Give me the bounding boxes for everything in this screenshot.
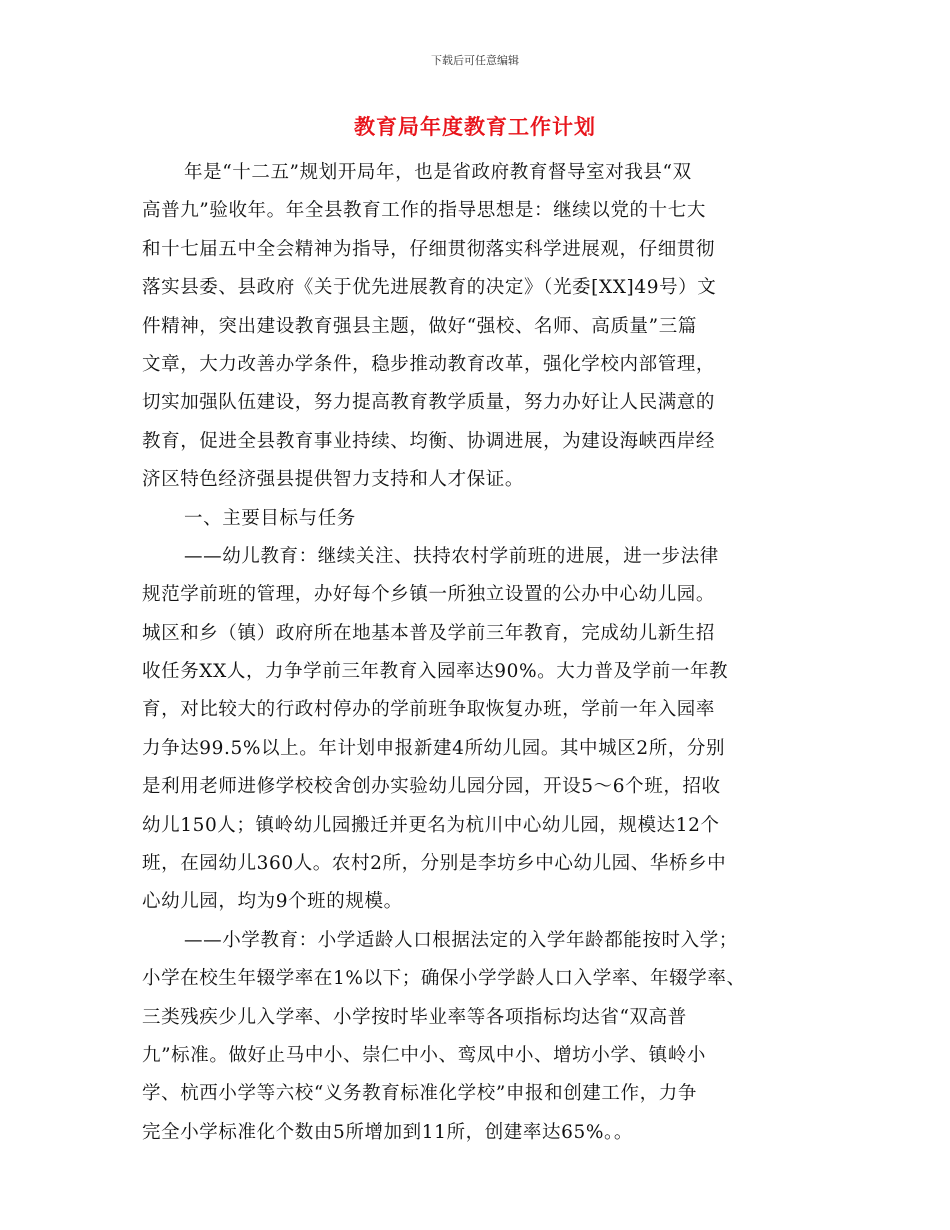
- paragraph-line: 力争达99.5%以上。年计划申报新建4所幼儿园。其中城区2所，分别: [142, 737, 726, 759]
- paragraph-line: 幼儿150人；镇岭幼儿园搬迁并更名为杭川中心幼儿园，规模达12个: [142, 814, 720, 836]
- document-body: [142, 154, 814, 1152]
- paragraph-line: 育，对比较大的行政村停办的学前班争取恢复办班，学前一年入园率: [142, 699, 716, 721]
- document-title: 教育局年度教育工作计划: [354, 115, 596, 139]
- paragraph-line: 年是“十二五”规划开局年，也是省政府教育督导室对我县“双: [184, 162, 692, 183]
- paragraph-line: 和十七届五中全会精神为指导，仔细贯彻落实科学进展观，仔细贯彻: [142, 238, 716, 260]
- paragraph-line: 落实县委、县政府《关于优先进展教育的决定》（光委[XX]49号）文: [142, 277, 717, 299]
- paragraph-line: 切实加强队伍建设，努力提高教育教学质量，努力办好让人民满意的: [142, 392, 716, 414]
- paragraph-line: 心幼儿园，均为9个班的规模。: [142, 891, 403, 913]
- paragraph-line: 教育，促进全县教育事业持续、均衡、协调进展，为建设海峡西岸经: [142, 430, 716, 452]
- paragraph-line: 九”标准。做好止马中小、崇仁中小、鸾凤中小、增坊小学、镇岭小: [142, 1044, 706, 1066]
- paragraph-line: 收任务XX人，力争学前三年教育入园率达90%。大力普及学前一年教: [142, 661, 729, 683]
- paragraph-line: 高普九”验收年。年全县教育工作的指导思想是：继续以党的十七大: [142, 200, 706, 222]
- paragraph-line: ——小学教育：小学适龄人口根据法定的入学年龄都能按时入学；: [184, 929, 738, 951]
- paragraph-line: 城区和乡（镇）政府所在地基本普及学前三年教育，完成幼儿新生招: [142, 622, 716, 644]
- section-heading: 一、主要目标与任务: [184, 507, 356, 529]
- page-header-note: 下载后可任意编辑: [431, 54, 519, 67]
- paragraph-line: 是利用老师进修学校校舍创办实验幼儿园分园，开设5～6个班，招收: [142, 776, 721, 798]
- paragraph-line: 三类残疾少儿入学率、小学按时毕业率等各项指标均达省“双高普: [142, 1006, 687, 1028]
- paragraph-line: 件精神，突出建设教育强县主题，做好“强校、名师、高质量”三篇: [142, 315, 697, 337]
- paragraph-line: 济区特色经济强县提供智力支持和人才保证。: [142, 469, 525, 491]
- paragraph-line: 小学在校生年辍学率在1%以下；确保小学学龄人口入学率、年辍学率、: [142, 968, 746, 990]
- paragraph-line: ——幼儿教育：继续关注、扶持农村学前班的进展，进一步法律: [184, 545, 719, 567]
- paragraph-line: 完全小学标准化个数由5所增加到11所，创建率达65%。。: [142, 1121, 633, 1143]
- paragraph-line: 学、杭西小学等六校“义务教育标准化学校”申报和创建工作，力争: [142, 1083, 697, 1105]
- paragraph-line: 班，在园幼儿360人。农村2所，分别是李坊乡中心幼儿园、华桥乡中: [142, 853, 727, 875]
- paragraph-line: 规范学前班的管理，办好每个乡镇一所独立设置的公办中心幼儿园。: [142, 584, 716, 606]
- paragraph-line: 文章，大力改善办学条件，稳步推动教育改革，强化学校内部管理，: [142, 353, 716, 375]
